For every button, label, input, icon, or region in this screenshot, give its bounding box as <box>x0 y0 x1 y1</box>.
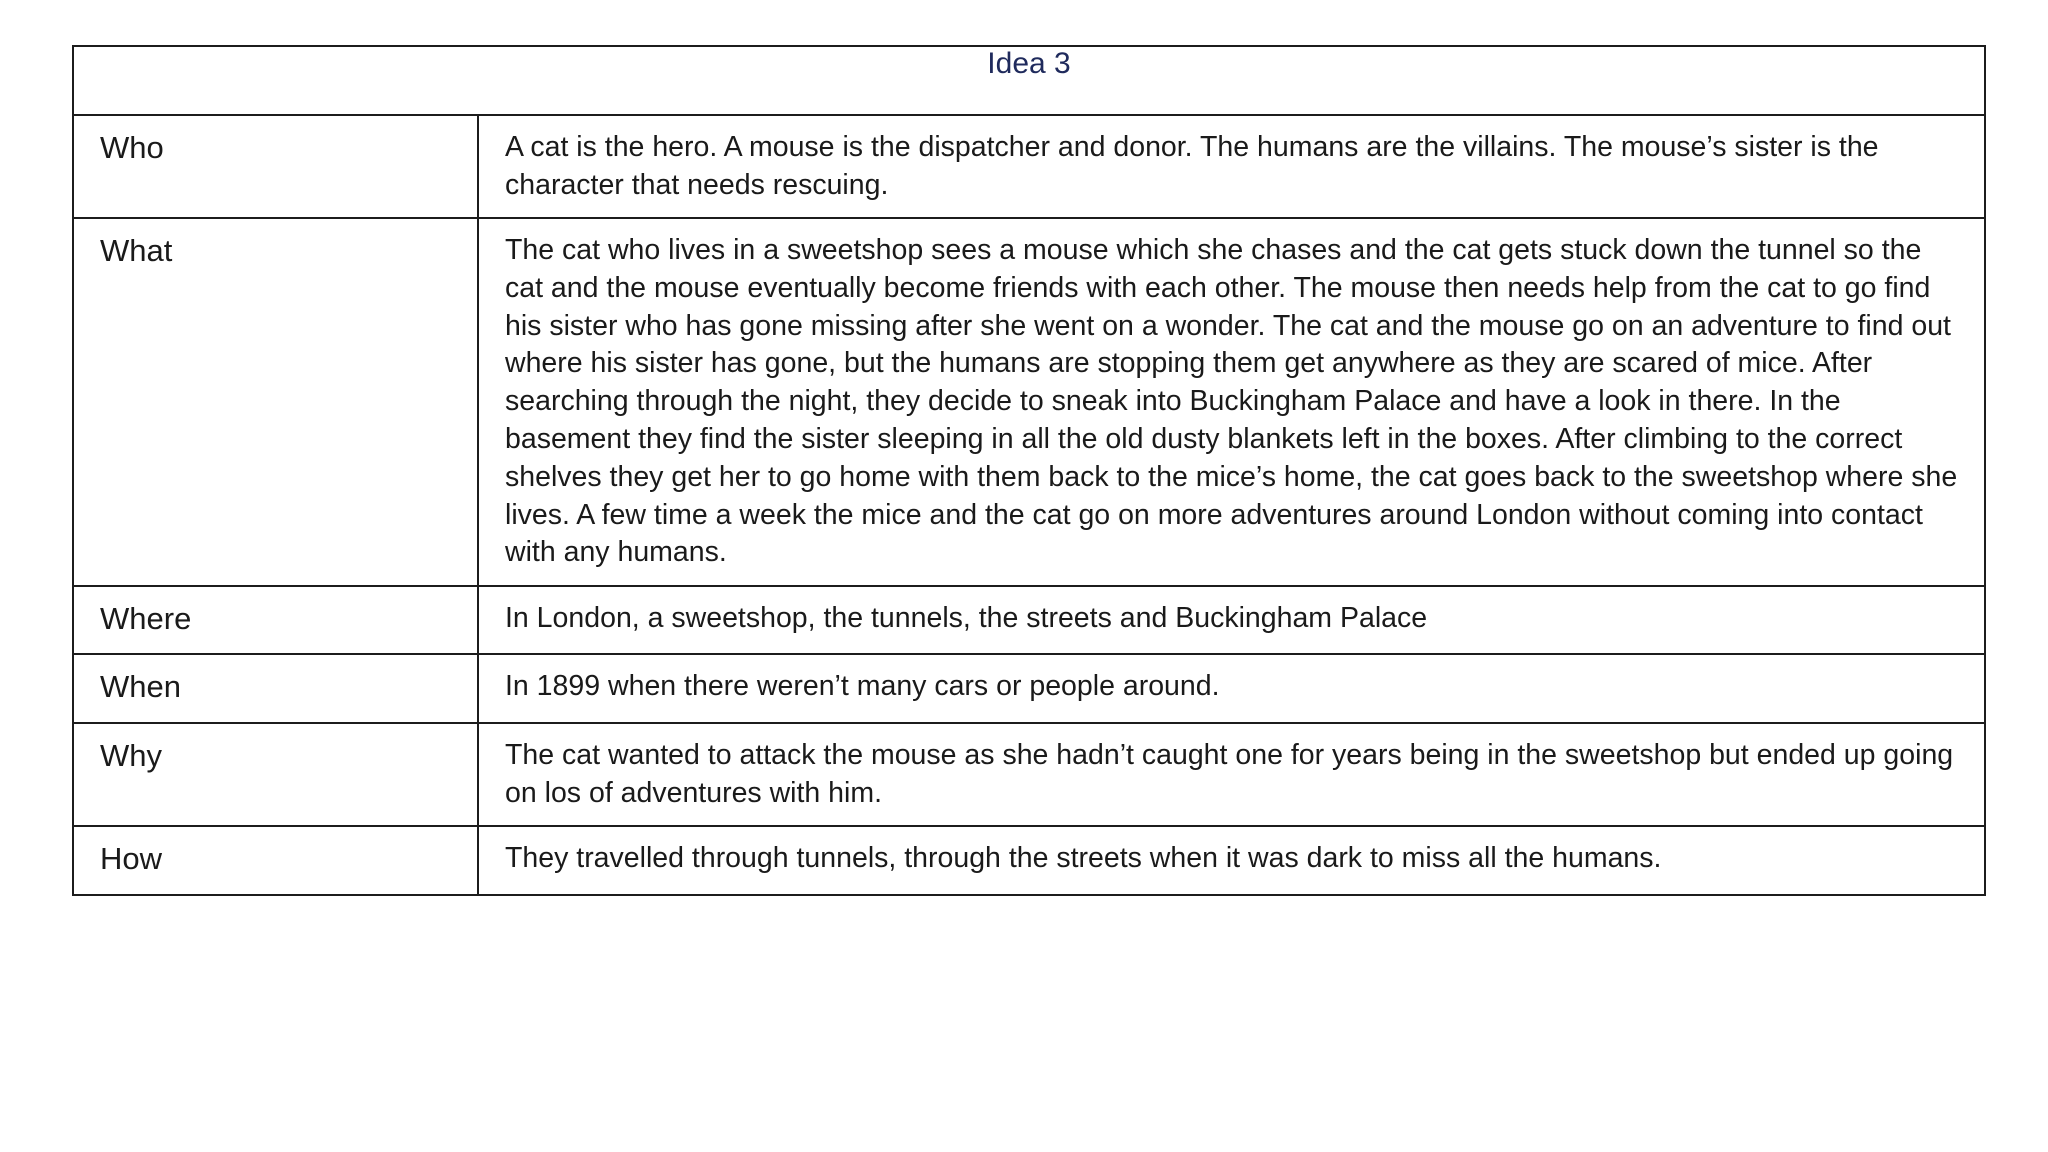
row-label-how: How <box>73 826 478 895</box>
table-row-who <box>73 115 1985 218</box>
table-row-how <box>73 826 1985 895</box>
row-text-where: In London, a sweetshop, the tunnels, the streets and Buckingham Palace <box>478 586 1985 654</box>
row-label-who: Who <box>73 115 478 218</box>
table-row-where <box>73 586 1985 654</box>
story-planning-table <box>72 45 1986 896</box>
row-label-what: What <box>73 218 478 586</box>
table-row-when <box>73 654 1985 723</box>
table-header-row <box>73 46 1985 115</box>
row-label-why: Why <box>73 723 478 826</box>
row-text-why: The cat wanted to attack the mouse as she hadn’t caught one for years being in the sweetshop but ended up going on los of adventures with him. <box>478 723 1985 826</box>
row-text-what: The cat who lives in a sweetshop sees a mouse which she chases and the cat gets stuck down the tunnel so the cat and the mouse eventually become friends with each other. The mouse then needs help from the cat to go find his sister who has gone missing after she went on a wonder. The cat and the mouse go on an adventure to find out where his sister has gone, but the humans are stopping them get anywhere as they are scared of mice. After searching through the night, they decide to sneak into Buckingham Palace and have a look in there. In the basement they find the sister sleeping in all the old dusty blankets left in the boxes. After climbing to the correct shelves they get her to go home with them back to the mice’s home, the cat goes back to the sweetshop where she lives. A few time a week the mice and the cat go on more adventures around London without coming into contact with any humans. <box>478 218 1985 586</box>
table-row-why <box>73 723 1985 826</box>
row-text-when: In 1899 when there weren’t many cars or people around. <box>478 654 1985 723</box>
row-text-how: They travelled through tunnels, through the streets when it was dark to miss all the humans. <box>478 826 1985 895</box>
row-text-who: A cat is the hero. A mouse is the dispatcher and donor. The humans are the villains. The mouse’s sister is the character that needs rescuing. <box>478 115 1985 218</box>
row-label-when: When <box>73 654 478 723</box>
table-row-what <box>73 218 1985 586</box>
table-title: Idea 3 <box>73 46 1985 115</box>
row-label-where: Where <box>73 586 478 654</box>
